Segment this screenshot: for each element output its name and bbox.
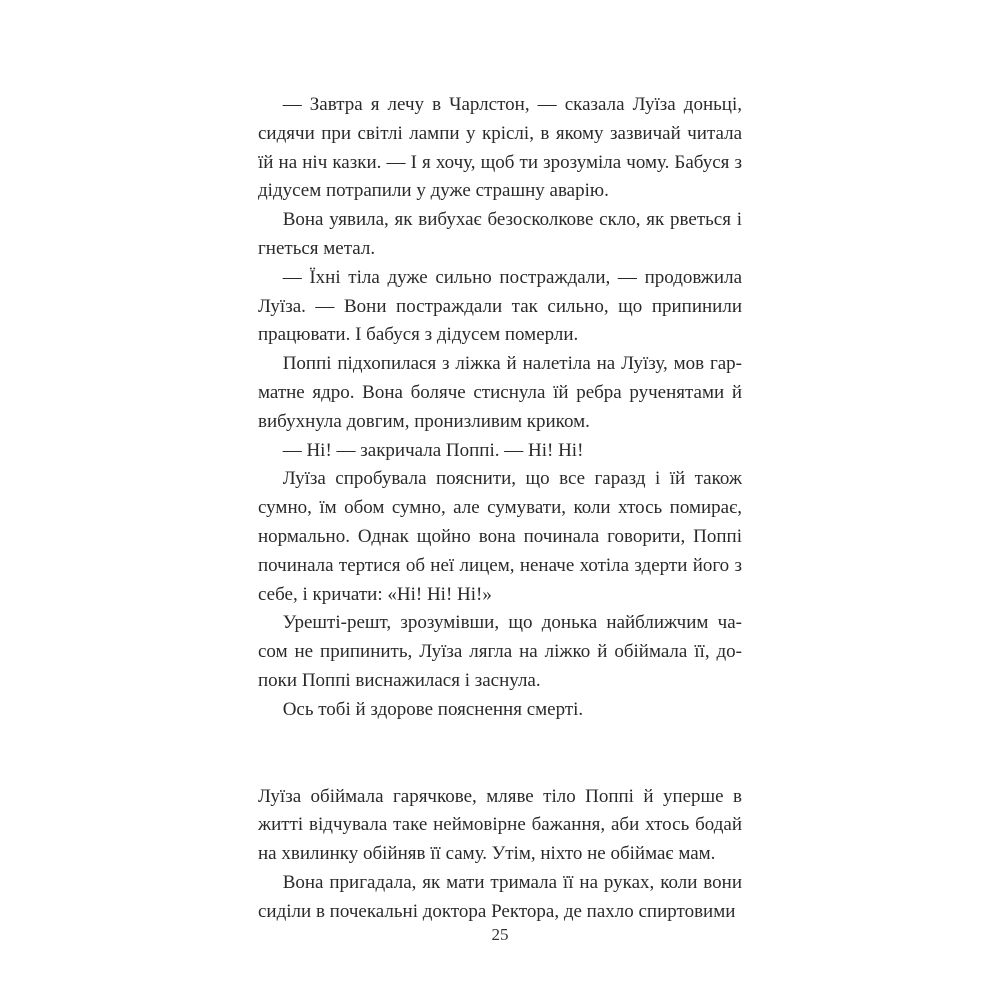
page-number: 25 [491,925,509,944]
paragraph: Урешті-решт, зрозумівши, що донька найближчим часом не припинить, Луїза лягла на ліжко й обіймала її, допоки Поппі виснажилася і заснула. [258,612,742,691]
paragraph: — Їхні тіла дуже сильно постраждали, — продовжила Луїза. — Вони постраждали так сильно, що припинили працювати. І бабуся з дідусем померли. [258,266,742,346]
paragraph: Луїза обіймала гарячкове, мляве тіло Поппі й уперше в житті відчувала таке неймовірне бажання, аби хтось бодай на хвилинку обійняв її саму. Утім, ніхто не обіймає мам. [258,785,742,865]
paragraph: Ось тобі й здорове пояснення смерті. [282,698,584,720]
paragraph: Вона уявила, як вибухає безосколкове скло, як рветься і гнеться метал. [258,209,742,259]
text-section-2 [258,783,742,927]
text-section-1 [258,91,742,725]
page-body [258,91,742,927]
paragraph: — Завтра я лечу в Чарлстон, — сказала Луїза доньці, сидячи при світлі лампи у кріслі, в якому зазвичай читала їй на ніч казки. — І я хочу, щоб ти зрозуміла чому. Бабуся з дідусем потрапили у дуже страшну аварію. [258,94,742,202]
paragraph-exclamation: — Ні! — закричала Поппі. — Ні! Ні! [282,439,584,461]
paragraph: Поппі підхопилася з ліжка й налетіла на Луїзу, мов гарматне ядро. Вона боляче стиснула їй ребра рученятами й вибухнула довгим, пронизливим криком. [258,353,742,432]
paragraph: Луїза спробувала пояснити, що все гаразд і їй також сумно, їм обом сумно, але сумувати, коли хтось помирає, нормально. Однак щойно вона починала говорити, Поппі починала тертися об неї лицем, неначе хотіла здерти його з себе, і кричати: «Ні! Ні! Ні!» [258,468,742,605]
section-break [258,725,742,783]
paragraph: Вона пригадала, як мати тримала її на руках, коли вони сиділи в почекальні доктора Ректора, де пахло спиртовими [258,871,742,922]
